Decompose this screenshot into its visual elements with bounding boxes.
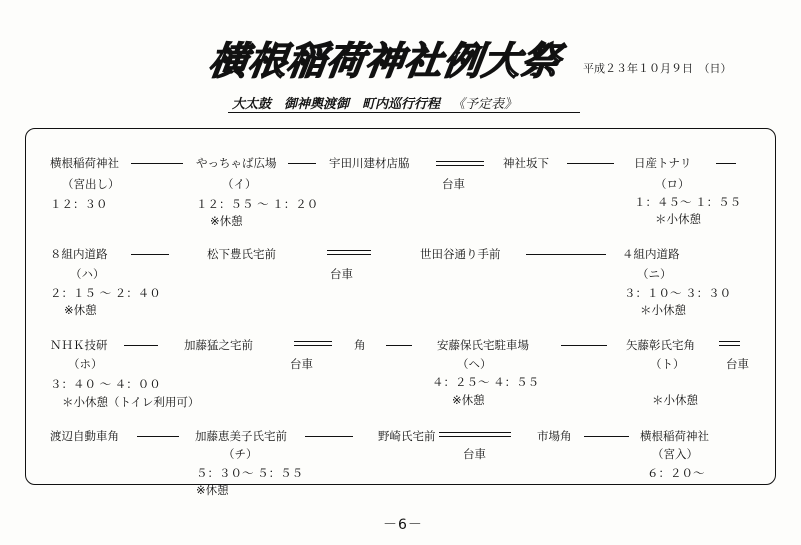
stop-name: 加藤猛之宅前 xyxy=(184,338,253,352)
route-line xyxy=(567,163,614,164)
stop-name: 松下豊氏宅前 xyxy=(207,247,276,261)
stop-name: 世田谷通り手前 xyxy=(420,247,501,261)
stop-time: ４：２５～ ４：５５ xyxy=(432,375,540,389)
stop-time: １：４５～ １：５５ xyxy=(634,195,742,209)
cart-label: 台車 xyxy=(330,267,353,281)
stop-name: 加藤恵美子氏宅前 xyxy=(195,429,287,443)
page-number: －6－ xyxy=(383,517,423,533)
stop-note: ＊小休憩 xyxy=(655,212,701,226)
stop-name: 角 xyxy=(354,338,366,352)
cart-route-line xyxy=(719,341,740,346)
cart-route-line xyxy=(294,341,332,346)
route-line xyxy=(386,345,412,346)
subtitle-underline xyxy=(228,112,580,113)
stop-name: 神社坂下 xyxy=(503,156,549,170)
stop-note: ※休憩 xyxy=(210,214,243,228)
route-line xyxy=(716,163,736,164)
stop-time: １２：３０ xyxy=(50,197,108,211)
cart-route-line xyxy=(327,250,371,255)
route-line xyxy=(561,345,607,346)
stop-name: 日産トナリ xyxy=(634,156,692,170)
cart-label: 台車 xyxy=(442,177,465,191)
stop-name: 横根稲荷神社 xyxy=(640,429,709,443)
stop-name: ＮＨＫ技研 xyxy=(50,338,108,352)
stop-mark: （ロ） xyxy=(655,177,690,191)
cart-route-line xyxy=(436,161,484,166)
stop-name: ８組内道路 xyxy=(50,247,108,261)
stop-name: 安藤保氏宅駐車場 xyxy=(437,338,529,352)
stop-name: 矢藤彰氏宅角 xyxy=(626,338,695,352)
stop-mark: （ハ） xyxy=(70,267,105,281)
cart-label: 台車 xyxy=(726,357,749,371)
stop-note: ※休憩 xyxy=(452,393,485,407)
subtitle-text: 大太鼓 御神輿渡御 町内巡行行程 xyxy=(232,97,441,112)
stop-time: ３：４０ ～ ４：００ xyxy=(50,377,161,391)
stop-note: ＊小休憩（トイレ利用可） xyxy=(62,395,200,409)
route-line xyxy=(131,254,169,255)
route-line xyxy=(584,436,629,437)
route-line xyxy=(288,163,316,164)
stop-mark: （ヘ） xyxy=(457,357,492,371)
stop-time: ５：３０～ ５：５５ xyxy=(196,466,304,480)
stop-name: 野崎氏宅前 xyxy=(378,429,436,443)
stop-name: 横根稲荷神社 xyxy=(50,156,119,170)
stop-time: ２：１５ ～ ２：４０ xyxy=(50,286,161,300)
document-title: 横根稲荷神社例大祭 xyxy=(206,38,564,83)
stop-mark: （宮入） xyxy=(652,447,698,461)
route-line xyxy=(131,163,183,164)
stop-note: ＊小休憩 xyxy=(652,393,698,407)
stop-name: 市場角 xyxy=(537,429,572,443)
stop-note: ※休憩 xyxy=(196,483,229,497)
cart-label: 台車 xyxy=(290,357,313,371)
stop-name: 渡辺自動車角 xyxy=(50,429,119,443)
route-line xyxy=(124,345,158,346)
stop-mark: （宮出し） xyxy=(62,177,120,191)
stop-time: ６：２０～ xyxy=(647,466,705,480)
stop-name: やっちゃば広場 xyxy=(196,156,277,170)
stop-name: 宇田川建材店脇 xyxy=(329,156,410,170)
stop-name: ４組内道路 xyxy=(622,247,680,261)
route-line xyxy=(526,254,606,255)
event-date: 平成２３年１０月９日 （日） xyxy=(583,62,732,75)
stop-mark: （チ） xyxy=(223,447,258,461)
cart-label: 台車 xyxy=(463,447,486,461)
stop-mark: （ト） xyxy=(650,357,685,371)
document-subtitle xyxy=(232,93,517,112)
route-line xyxy=(305,436,353,437)
route-line xyxy=(137,436,179,437)
stop-mark: （ニ） xyxy=(637,267,672,281)
subtitle-note: 《予定表》 xyxy=(452,97,518,112)
stop-time: １２：５５ ～ １：２０ xyxy=(196,197,319,211)
stop-time: ３：１０～ ３：３０ xyxy=(624,286,732,300)
stop-note: ※休憩 xyxy=(64,303,97,317)
stop-mark: （イ） xyxy=(222,177,257,191)
stop-note: ＊小休憩 xyxy=(640,303,686,317)
cart-route-line xyxy=(439,432,511,437)
stop-mark: （ホ） xyxy=(68,357,103,371)
